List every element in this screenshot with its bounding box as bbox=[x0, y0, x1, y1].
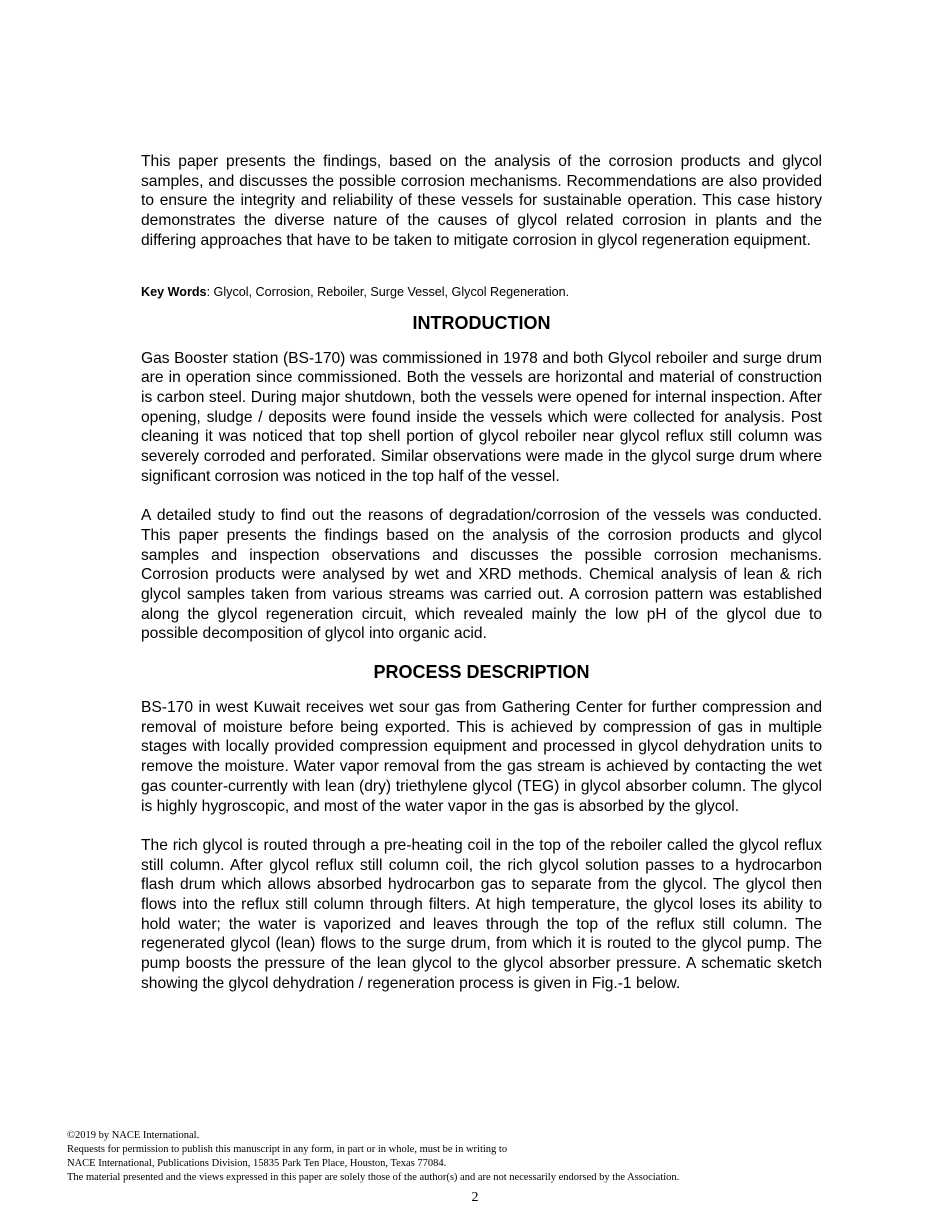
introduction-heading: INTRODUCTION bbox=[412, 312, 551, 333]
footer-disclaimer: The material presented and the views expressed in this paper are solely those of the author(s) and are not necessarily endorsed by the Association. bbox=[67, 1172, 680, 1183]
abstract-paragraph: This paper presents the findings, based on the analysis of the corrosion products and glycol samples, and discusses the possible corrosion mechanisms. Recommendations are also provided to ensure the integrity and reliability of these vessels for sustainable operation. This case history demonstrates the diverse nature of the causes of glycol related corrosion in plants and the differing approaches that have to be taken to mitigate corrosion in glycol regeneration equipment. bbox=[141, 153, 822, 249]
footer-address: NACE International, Publications Division, 15835 Park Ten Place, Houston, Texas 77084. bbox=[67, 1158, 447, 1169]
introduction-paragraph-2: A detailed study to find out the reasons of degradation/corrosion of the vessels was conducted. This paper presents the findings based on the analysis of the corrosion products and glycol samples and inspection observations and discusses the possible corrosion mechanisms. Corrosion products were analysed by wet and XRD methods. Chemical analysis of lean & rich glycol samples taken from various streams was carried out. A corrosion pattern was established along the glycol regeneration circuit, which revealed mainly the low pH of the glycol due to possible decomposition of glycol into organic acid. bbox=[141, 507, 822, 643]
page-number: 2 bbox=[471, 1190, 479, 1205]
process-paragraph-1: BS-170 in west Kuwait receives wet sour gas from Gathering Center for further compression and removal of moisture before being exported. This is achieved by compression of gas in multiple stages with locally provided compression equipment and processed in glycol dehydration units to remove the moisture. Water vapor removal from the gas stream is achieved by contacting the wet gas counter-currently with lean (dry) triethylene glycol (TEG) in glycol absorber column. The glycol is highly hygroscopic, and most of the water vapor in the gas is absorbed by the glycol. bbox=[141, 699, 822, 815]
keywords-list: : Glycol, Corrosion, Reboiler, Surge Vessel, Glycol Regeneration. bbox=[206, 284, 570, 299]
footer-permission: Requests for permission to publish this manuscript in any form, in part or in whole, must be in writing to bbox=[67, 1144, 508, 1155]
paper-body bbox=[141, 152, 822, 994]
introduction-paragraph-1: Gas Booster station (BS-170) was commissioned in 1978 and both Glycol reboiler and surge drum are in operation since commissioned. Both the vessels are horizontal and material of construction is carbon steel. During major shutdown, both the vessels were opened for internal inspection. After opening, sludge / deposits were found inside the vessels which were collected for analysis. Post cleaning it was noticed that top shell portion of glycol reboiler near glycol reflux still column was severely corroded and perforated. Similar observations were made in the glycol surge drum where significant corrosion was noticed in the top half of the vessel. bbox=[141, 349, 822, 485]
footer-notice bbox=[67, 1129, 897, 1185]
keywords-label: Key Words bbox=[141, 284, 207, 299]
process-description-heading: PROCESS DESCRIPTION bbox=[373, 662, 590, 683]
process-paragraph-2: The rich glycol is routed through a pre-heating coil in the top of the reboiler called the glycol reflux still column. After glycol reflux still column coil, the rich glycol solution passes to a hydrocarbon flash drum which allows absorbed hydrocarbon gas to separate from the glycol. The glycol then flows into the reflux still column through filters. At high temperature, the glycol loses its ability to hold water; the water is vaporized and leaves through the top of the reflux still column. The regenerated glycol (lean) flows to the surge drum, from which it is routed to the glycol pump. The pump boosts the pressure of the lean glycol to the glycol absorber pressure. A schematic sketch showing the glycol dehydration / regeneration process is given in Fig.-1 below. bbox=[141, 836, 822, 992]
footer-copyright: ©2019 by NACE International. bbox=[67, 1130, 200, 1141]
keywords-line bbox=[141, 284, 822, 300]
